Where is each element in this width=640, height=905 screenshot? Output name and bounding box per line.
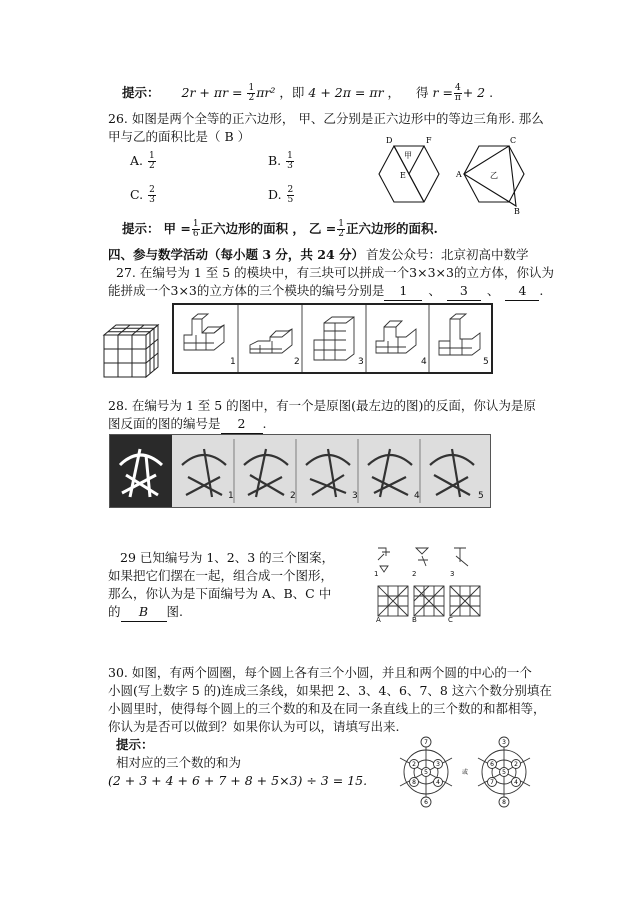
- module-num-4: 4: [421, 357, 427, 367]
- pattern-label-b: B: [412, 616, 417, 624]
- eq1-tail: πr²: [256, 85, 276, 100]
- umbrella-num-3: 3: [352, 491, 358, 501]
- svg-text:6: 6: [490, 761, 494, 768]
- pattern-label-1: 1: [374, 570, 379, 578]
- circles-figure: [392, 734, 538, 808]
- q26-option-d: D. $\frac{2}{5}$: [268, 185, 294, 205]
- q30-line3: 小圆里时，使得每个圆上的三个数的和及在同一条直线上的三个数的和都相等，: [108, 701, 546, 716]
- q28-line2: 图反面的图的编号是 2 .: [108, 415, 267, 434]
- svg-text:4: 4: [514, 779, 518, 786]
- svg-text:2: 2: [514, 761, 518, 768]
- svg-text:2: 2: [412, 761, 416, 768]
- eq3-head: r =: [432, 85, 453, 100]
- pattern-label-a: A: [376, 616, 381, 624]
- hexagon-figures: [364, 134, 544, 216]
- q26-option-c: C. $\frac{2}{3}$: [130, 185, 155, 205]
- section4-title: 四、参与数学活动（每小题 3 分，共 24 分）: [108, 247, 365, 262]
- svg-text:8: 8: [502, 799, 506, 806]
- svg-text:8: 8: [412, 779, 416, 786]
- q27-answer-1: 1: [384, 282, 422, 301]
- svg-text:7: 7: [424, 739, 428, 746]
- cube-3x3x3: [100, 321, 162, 381]
- q29-line1: 29 已知编号为 1、2、3 的三个图案，: [120, 550, 335, 565]
- label-b: B: [514, 207, 520, 216]
- umbrella-num-4: 4: [414, 491, 420, 501]
- q30-line4: 你认为是否可以做到？如果你认为可以，请填写出来.: [108, 719, 400, 734]
- q29-line4: 的 B 图.: [108, 603, 183, 622]
- q29-answer: B: [121, 603, 167, 622]
- module-num-2: 2: [294, 357, 300, 367]
- q27-answer-3: 4: [505, 282, 539, 301]
- svg-text:或: 或: [461, 769, 469, 776]
- get-label: 得: [416, 85, 429, 100]
- q30-line1: 30. 如图，有两个圆圈，每个圆上各有三个小圆，并且和两个圆的中心的一个: [108, 665, 532, 680]
- sep2: ，: [387, 85, 401, 100]
- q29-line3: 那么，你认为是下面编号为 A、B、C 中: [108, 586, 332, 601]
- label-d: D: [386, 136, 393, 145]
- hint-label: 提示：: [122, 85, 160, 100]
- eq3-tail: + 2: [462, 85, 486, 100]
- pattern-figure: [372, 542, 484, 626]
- q26-hint: 提示： 甲 = $\frac{1}{6}$ 正六边形的面积 ， 乙 = $\frac{1}{2}$ 正六边形的面积.: [122, 219, 438, 239]
- umbrella-num-5: 5: [478, 491, 484, 501]
- end-dot: .: [489, 85, 494, 100]
- q27-line1: 27. 在编号为 1 至 5 的模块中，有三块可以拼成一个3×3×3的立方体，你认为: [116, 265, 554, 280]
- label-e: E: [400, 171, 406, 180]
- svg-text:5: 5: [424, 769, 428, 776]
- hint-top: [122, 84, 493, 103]
- svg-text:4: 4: [436, 779, 440, 786]
- q26-line1: 26. 如图是两个全等的正六边形， 甲、乙分别是正六边形中的等边三角形. 那么: [108, 111, 544, 126]
- svg-text:5: 5: [502, 769, 506, 776]
- pattern-label-2: 2: [412, 570, 417, 578]
- eq1: 2r + πr =: [181, 85, 247, 100]
- umbrella-num-1: 1: [228, 491, 234, 501]
- q28-answer: 2: [221, 415, 263, 434]
- q28-line1: 28. 在编号为 1 至 5 的图中，有一个是原图(最左边的图)的反面，你认为是原: [108, 398, 536, 413]
- q26-line2: 甲与乙的面积比是（ B ）: [108, 129, 251, 144]
- q27-line2: 能拼成一个3×3的立方体的三个模块的编号分别是 1 、 3 、 4 .: [108, 282, 543, 301]
- label-a: A: [456, 170, 462, 179]
- q30-hint-line2: (2 + 3 + 4 + 6 + 7 + 8 + 5×3) ÷ 3 = 15.: [108, 773, 368, 788]
- svg-text:7: 7: [490, 779, 494, 786]
- module-strip: [172, 303, 493, 374]
- q30-line2: 小圆(写上数字 5 的)连成三条线，如果把 2、3、4、6、7、8 这六个数分别填在: [108, 683, 552, 698]
- q30-hint-label: 提示：: [116, 737, 154, 752]
- sep1: ，即: [279, 85, 305, 100]
- q26-option-a: A. $\frac{1}{2}$: [130, 151, 155, 171]
- label-yi: 乙: [490, 171, 498, 180]
- pattern-label-c: C: [448, 616, 453, 624]
- section4-note: 首发公众号：北京初高中数学: [366, 247, 529, 262]
- q30-hint-line1: 相对应的三个数的和为: [116, 755, 242, 770]
- umbrella-strip: [109, 434, 491, 508]
- module-num-3: 3: [358, 357, 364, 367]
- umbrella-num-2: 2: [290, 491, 296, 501]
- label-c: C: [510, 136, 517, 145]
- q29-line2: 如果把它们摆在一起，组合成一个图形，: [108, 568, 334, 583]
- eq2: 4 + 2π = πr: [308, 85, 384, 100]
- q26-option-b: B. $\frac{1}{3}$: [268, 151, 293, 171]
- svg-text:3: 3: [436, 761, 440, 768]
- pattern-label-3: 3: [450, 570, 455, 578]
- svg-text:6: 6: [424, 799, 428, 806]
- label-jia: 甲: [404, 151, 412, 160]
- module-num-1: 1: [230, 357, 236, 367]
- label-f: F: [426, 136, 432, 145]
- frac-4-pi: $\frac{4}{\pi}$: [454, 83, 461, 103]
- svg-text:3: 3: [502, 739, 506, 746]
- q27-answer-2: 3: [447, 282, 481, 301]
- frac-half: $\frac{1}{2}$: [248, 83, 255, 103]
- module-num-5: 5: [483, 357, 489, 367]
